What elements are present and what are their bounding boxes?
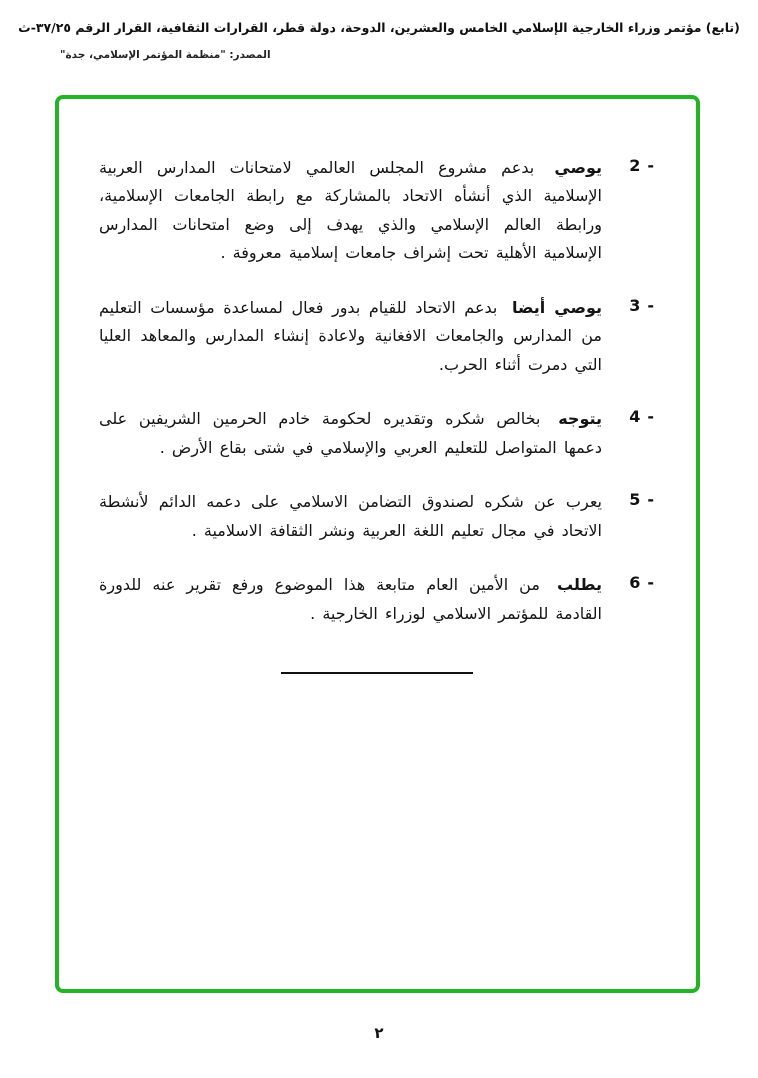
item-text: [99, 405, 602, 462]
page-number: ٢: [374, 1024, 384, 1042]
item-lead: يوصي أيضا: [511, 297, 602, 317]
item-body: بدعم مشروع المجلس العالمي لامتحانات المدارس العربية الإسلامية الذي أنشأه الاتحاد بالمشاركة مع رابطة الجامعات الإسلامية، ورابطة العالم الإسلامي والذي يهدف إلى وضع امتحانات المدارس الإسلامية الأهلية تحت إشراف جامعات إسلامية معروفة .: [99, 158, 602, 263]
item-body: بدعم الاتحاد للقيام بدور فعال لمساعدة مؤسسات التعليم من المدارس والجامعات الافغانية ولاعادة إنشاء المدارس والمعاهد العليا التي دمرت أثناء الحرب.: [99, 297, 602, 374]
resolution-item-6: [99, 571, 654, 628]
item-dash: -: [647, 573, 654, 593]
item-marker: [612, 294, 654, 379]
item-dash: -: [647, 295, 654, 315]
item-text: [99, 154, 602, 268]
resolution-item-5: [99, 488, 654, 545]
item-number: 4: [629, 407, 641, 427]
item-dash: -: [647, 490, 654, 510]
item-body: يعرب عن شكره لصندوق التضامن الاسلامي على دعمه الدائم لأنشطة الاتحاد في مجال تعليم اللغة العربية ونشر الثقافة الاسلامية .: [99, 492, 602, 540]
item-marker: [612, 488, 654, 545]
item-number: 6: [629, 573, 641, 593]
item-lead: يوصي: [554, 158, 602, 177]
item-number: 3: [629, 295, 641, 315]
item-dash: -: [647, 156, 654, 175]
item-lead: يطلب: [556, 575, 602, 595]
resolution-item-3: [99, 294, 654, 379]
item-lead: يتوجه: [558, 409, 603, 429]
header-source: المصدر: "منظمة المؤتمر الإسلامي، جدة": [60, 49, 271, 61]
item-body: بخالص شكره وتقديره لحكومة خادم الحرمين الشريفين على دعمها المتواصل للتعليم العربي والإسلامي في شتى بقاع الأرض .: [99, 409, 602, 457]
item-dash: -: [647, 407, 654, 427]
item-text: [99, 294, 602, 379]
item-marker: [612, 154, 654, 268]
resolution-item-4: [99, 405, 654, 462]
item-number: 5: [629, 490, 641, 510]
item-body: من الأمين العام متابعة هذا الموضوع ورفع تقرير عنه للدورة القادمة للمؤتمر الاسلامي لوزراء الخارجية .: [99, 575, 602, 623]
resolution-item-2: [99, 154, 654, 268]
item-marker: [612, 571, 654, 628]
item-text: [99, 571, 602, 628]
header-title: (تابع) مؤتمر وزراء الخارجية الإسلامي الخامس والعشرين، الدوحة، دولة قطر، القرارات الثقافية، القرار الرقم ٣٧/٢٥-ث: [18, 20, 740, 35]
item-number: 2: [629, 156, 641, 175]
item-marker: [612, 405, 654, 462]
item-text: [99, 488, 602, 545]
content-frame: [55, 95, 700, 993]
separator-line: [281, 672, 473, 674]
